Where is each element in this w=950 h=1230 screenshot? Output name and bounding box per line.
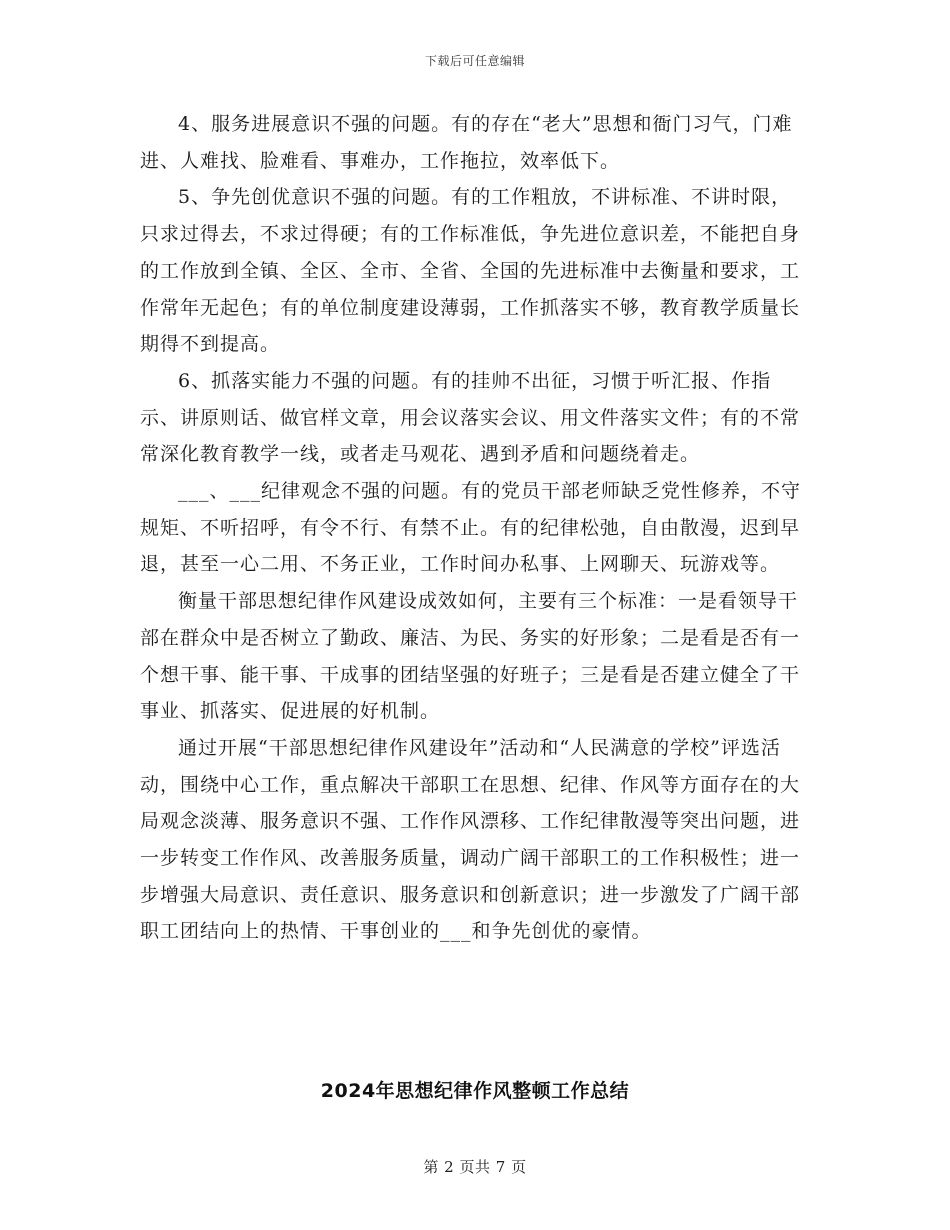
page-number: 第 2 页共 7 页	[423, 1158, 527, 1176]
header-note: 下载后可任意编辑	[424, 54, 525, 68]
paragraph-implementation-ability: 6、抓落实能力不强的问题。有的挂帅不出征，习惯于听汇报、作指示、讲原则话、做官样文章，用会议落实会议、用文件落实文件；有的不常常深化教育教学一线，或者走马观花、遇到矛盾和问题绕着走。	[140, 369, 801, 466]
paragraph-campaign-results: 通过开展“干部思想纪律作风建设年”活动和“人民满意的学校”评选活动，围绕中心工作，重点解决干部职工在思想、纪律、作风等方面存在的大局观念淡薄、服务意识不强、工作作风漂移、工作纪律散漫等突出问题，进一步转变工作作风、改善服务质量，调动广阔干部职工的工作积极性；进一步增强大局意识、责任意识、服务意识和创新意识；进一步激发了广阔干部职工团结向上的热情、干事创业的___和争先创优的豪情。	[140, 736, 801, 943]
body-content	[140, 106, 810, 950]
paragraph-excellence-awareness: 5、争先创优意识不强的问题。有的工作粗放，不讲标准、不讲时限，只求过得去，不求过得硬；有的工作标准低，争先进位意识差，不能把自身的工作放到全镇、全区、全市、全省、全国的先进标准中去衡量和要求，工作常年无起色；有的单位制度建设薄弱，工作抓落实不够，教育教学质量长期得不到提高。	[140, 186, 801, 356]
section-title: 2024年思想纪律作风整顿工作总结	[320, 1080, 630, 1102]
paragraph-evaluation-standards: 衡量干部思想纪律作风建设成效如何，主要有三个标准：一是看领导干部在群众中是否树立了勤政、廉洁、为民、务实的好形象；二是看是否有一个想干事、能干事、干成事的团结坚强的好班子；三是看是否建立健全了干事业、抓落实、促进展的好机制。	[140, 590, 801, 723]
paragraph-discipline-awareness: ___、___纪律观念不强的问题。有的党员干部老师缺乏党性修养，不守规矩、不听招呼，有令不行、有禁不止。有的纪律松弛，自由散漫，迟到早退，甚至一心二用、不务正业，工作时间办私事、上网聊天、玩游戏等。	[140, 480, 802, 576]
paragraph-service-awareness: 4、服务进展意识不强的问题。有的存在“老大”思想和衙门习气，门难进、人难找、脸难看、事难办，工作拖拉，效率低下。	[140, 113, 793, 172]
